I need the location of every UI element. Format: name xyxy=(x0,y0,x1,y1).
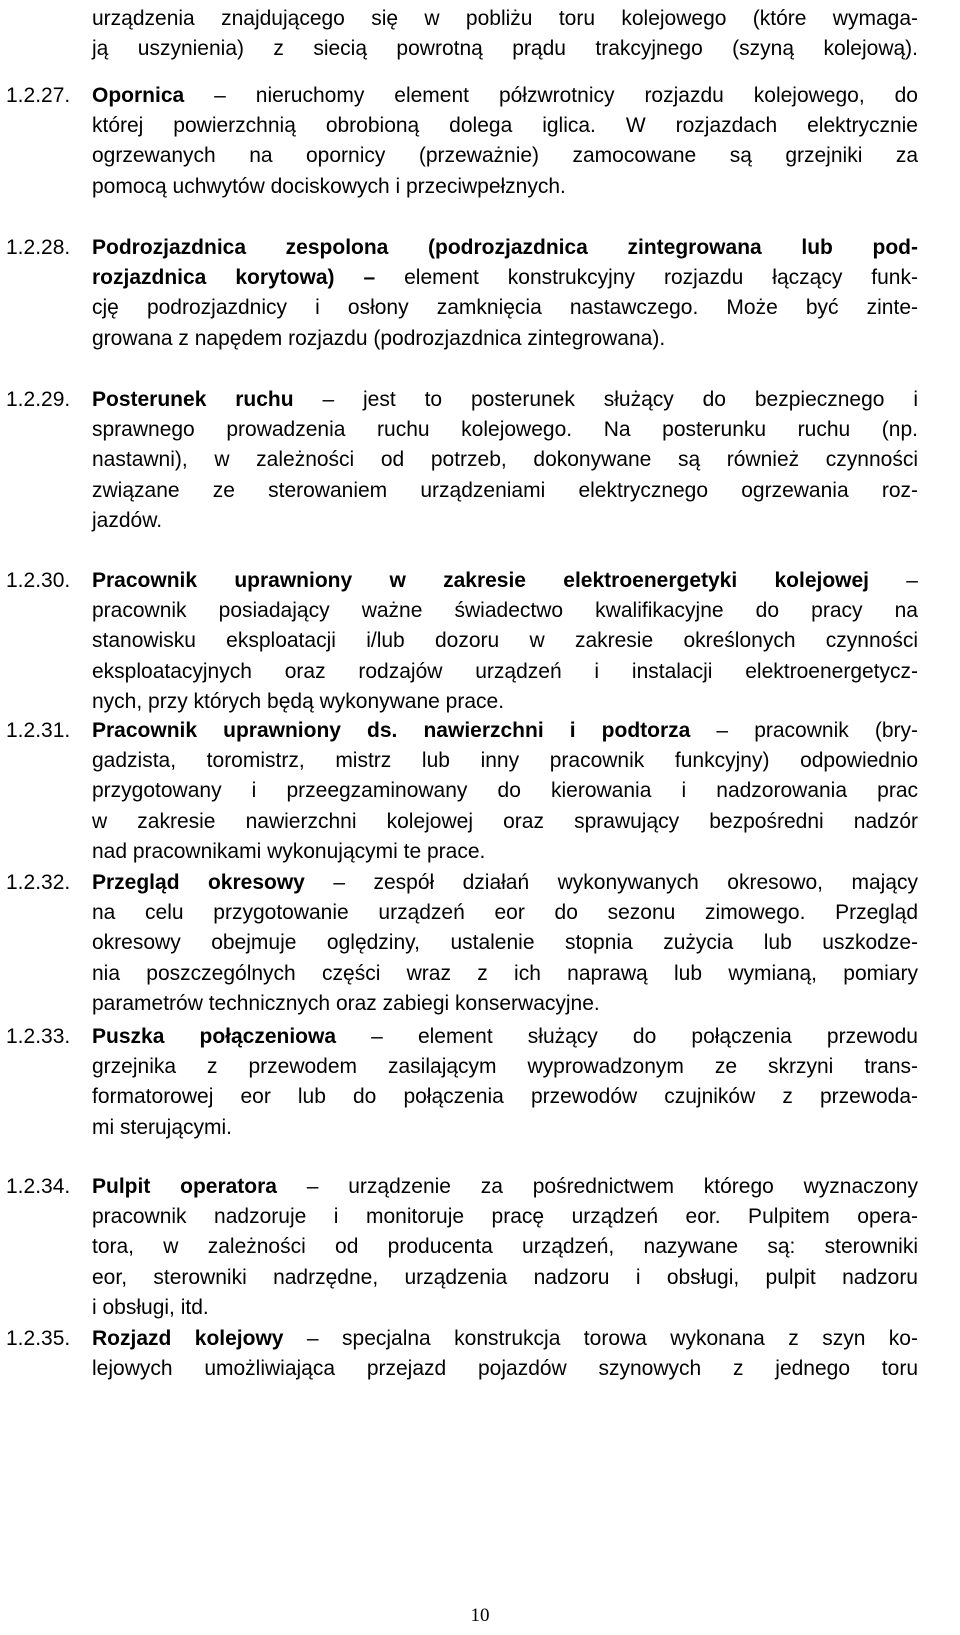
definition-body xyxy=(92,868,918,1019)
line-text: growana z napędem rozjazdu (podrozjazdnica zintegrowana). xyxy=(92,326,666,350)
text-line xyxy=(92,596,918,626)
line-text: gadzista, toromistrz, mistrz lub inny pracownik funkcyjny) odpowiednio xyxy=(92,749,918,773)
text-line xyxy=(92,1293,918,1323)
line-text: tora, w zależności od producenta urządzeń, nazywane są: sterowniki xyxy=(92,1235,918,1259)
line-text: nia poszczególnych części wraz z ich naprawą lub wymianą, pomiary xyxy=(92,961,918,985)
defined-term: Posterunek ruchu xyxy=(92,388,294,411)
line-text: – element służący do połączenia przewodu xyxy=(336,1025,918,1048)
line-text: – zespół działań wykonywanych okresowo, mający xyxy=(304,871,918,894)
line-text: której powierzchnią obrobioną dolega iglica. W rozjazdach elektrycznie xyxy=(92,114,918,138)
definition-body xyxy=(92,1324,918,1384)
text-line xyxy=(92,172,918,202)
line-text: pomocą uchwytów dociskowych i przeciwpełznych. xyxy=(92,174,566,198)
line-text: – urządzenie za pośrednictwem którego wyznaczony xyxy=(276,1175,918,1198)
line-text: przygotowany i przeegzaminowany do kierowania i nadzorowania prac xyxy=(92,779,918,803)
line-text: i obsługi, itd. xyxy=(92,1295,209,1319)
text-line xyxy=(92,1113,918,1143)
definition-body xyxy=(92,233,918,354)
text-line xyxy=(92,807,918,837)
definition-body xyxy=(92,81,918,202)
text-line xyxy=(92,1263,918,1293)
text-line xyxy=(92,989,918,1019)
line-text: eor, sterowniki nadrzędne, urządzenia nadzoru i obsługi, pulpit nadzoru xyxy=(92,1265,918,1289)
defined-term: Opornica xyxy=(92,84,185,107)
line-text: nastawni), w zależności od potrzeb, dokonywane są również czynności xyxy=(92,448,918,472)
line-text: pracownik nadzoruje i monitoruje pracę urządzeń eor. Pulpitem opera- xyxy=(92,1205,918,1229)
defined-term: Puszka połączeniowa xyxy=(92,1025,337,1048)
line-text: mi sterującymi. xyxy=(92,1115,233,1139)
definition-number: 1.2.34. xyxy=(6,1175,71,1198)
defined-term: Przegląd okresowy xyxy=(92,871,305,894)
text-line xyxy=(92,445,918,475)
definition-body xyxy=(92,4,918,64)
text-line xyxy=(92,233,918,263)
text-line xyxy=(92,293,918,323)
text-line xyxy=(92,746,918,776)
text-line xyxy=(92,837,918,867)
line-text: – specjalna konstrukcja torowa wykonana z szyn ko- xyxy=(283,1327,918,1350)
line-text: na celu przygotowanie urządzeń eor do sezonu zimowego. Przegląd xyxy=(92,901,918,925)
definition-number: 1.2.35. xyxy=(6,1327,71,1350)
definition-number: 1.2.30. xyxy=(6,569,71,592)
text-line xyxy=(92,868,918,898)
text-line xyxy=(92,1022,918,1052)
text-line xyxy=(92,657,918,687)
text-line xyxy=(92,1202,918,1232)
line-text: – nieruchomy element półzwrotnicy rozjazdu kolejowego, do xyxy=(184,84,918,107)
line-text: formatorowej eor lub do połączenia przewodów czujników z przewoda- xyxy=(92,1085,918,1109)
text-line xyxy=(92,687,918,717)
line-text: ogrzewanych na opornicy (przeważnie) zamocowane są grzejniki za xyxy=(92,144,918,168)
text-line xyxy=(92,324,918,354)
line-text: nad pracownikami wykonującymi te prace. xyxy=(92,839,486,863)
defined-term: rozjazdnica korytowa) – xyxy=(92,266,376,290)
line-text: sprawnego prowadzenia ruchu kolejowego. Na posterunku ruchu (np. xyxy=(92,418,918,442)
text-line xyxy=(92,111,918,141)
definition-body xyxy=(92,1172,918,1323)
text-line xyxy=(92,1052,918,1082)
text-line xyxy=(92,141,918,171)
definition-number: 1.2.28. xyxy=(6,236,71,259)
text-line xyxy=(92,716,918,746)
line-text: pracownik posiadający ważne świadectwo kwalifikacyjne do pracy na xyxy=(92,599,918,623)
line-text: – pracownik (bry- xyxy=(690,719,918,742)
line-text: ją uszynienia) z siecią powrotną prądu trakcyjnego (szyną kolejową). xyxy=(92,37,918,61)
text-line xyxy=(92,1324,918,1354)
defined-term: Pracownik uprawniony w zakresie elektroenergetyki kolejowej xyxy=(92,569,870,592)
text-line xyxy=(92,566,918,596)
text-line xyxy=(92,1082,918,1112)
line-text: cję podrozjazdnicy i osłony zamknięcia nastawczego. Może być zinte- xyxy=(92,296,918,320)
defined-term: Podrozjazdnica zespolona (podrozjazdnica zintegrowana lub pod- xyxy=(92,236,918,259)
defined-term: Pracownik uprawniony ds. nawierzchni i podtorza xyxy=(92,719,691,742)
definition-number: 1.2.31. xyxy=(6,719,71,742)
line-text: związane ze sterowaniem urządzeniami elektrycznego ogrzewania roz- xyxy=(92,478,918,502)
text-line xyxy=(92,81,918,111)
definition-body xyxy=(92,716,918,867)
line-text: eksploatacyjnych oraz rodzajów urządzeń i instalacji elektroenergetycz- xyxy=(92,659,918,683)
definition-number: 1.2.27. xyxy=(6,84,71,107)
defined-term: Pulpit operatora xyxy=(92,1175,277,1198)
line-text: parametrów technicznych oraz zabiegi konserwacyjne. xyxy=(92,991,600,1015)
definition-body xyxy=(92,385,918,536)
text-line xyxy=(92,506,918,536)
text-line xyxy=(92,1354,918,1384)
line-text: nych, przy których będą wykonywane prace. xyxy=(92,689,505,713)
text-line xyxy=(92,1232,918,1262)
text-line xyxy=(92,385,918,415)
line-text: jazdów. xyxy=(92,508,163,532)
definition-body xyxy=(92,1022,918,1143)
line-text: element konstrukcyjny rozjazdu łączący funk- xyxy=(375,266,918,290)
text-line xyxy=(92,898,918,928)
line-text: lejowych umożliwiająca przejazd pojazdów szynowych z jednego toru xyxy=(92,1357,918,1381)
line-text: – jest to posterunek służący do bezpiecznego i xyxy=(293,388,918,411)
line-text: stanowisku eksploatacji i/lub dozoru w zakresie określonych czynności xyxy=(92,629,918,653)
defined-term: Rozjazd kolejowy xyxy=(92,1327,284,1350)
text-line xyxy=(92,476,918,506)
text-line xyxy=(92,415,918,445)
text-line xyxy=(92,1172,918,1202)
text-line xyxy=(92,626,918,656)
line-text: okresowy obejmuje oględziny, ustalenie stopnia zużycia lub uszkodze- xyxy=(92,931,918,955)
page-number: 10 xyxy=(470,1605,490,1626)
line-text: grzejnika z przewodem zasilającym wyprowadzonym ze skrzyni trans- xyxy=(92,1055,918,1079)
text-line xyxy=(92,959,918,989)
text-line xyxy=(92,4,918,34)
line-text: urządzenia znajdującego się w pobliżu toru kolejowego (które wymaga- xyxy=(92,7,918,30)
definition-number: 1.2.32. xyxy=(6,871,71,894)
definition-number: 1.2.33. xyxy=(6,1025,71,1048)
text-line xyxy=(92,34,918,64)
text-line xyxy=(92,263,918,293)
line-text: – xyxy=(869,569,918,592)
definition-number: 1.2.29. xyxy=(6,388,71,411)
text-line xyxy=(92,928,918,958)
text-line xyxy=(92,776,918,806)
line-text: w zakresie nawierzchni kolejowej oraz sprawujący bezpośredni nadzór xyxy=(92,809,918,833)
definition-body xyxy=(92,566,918,717)
